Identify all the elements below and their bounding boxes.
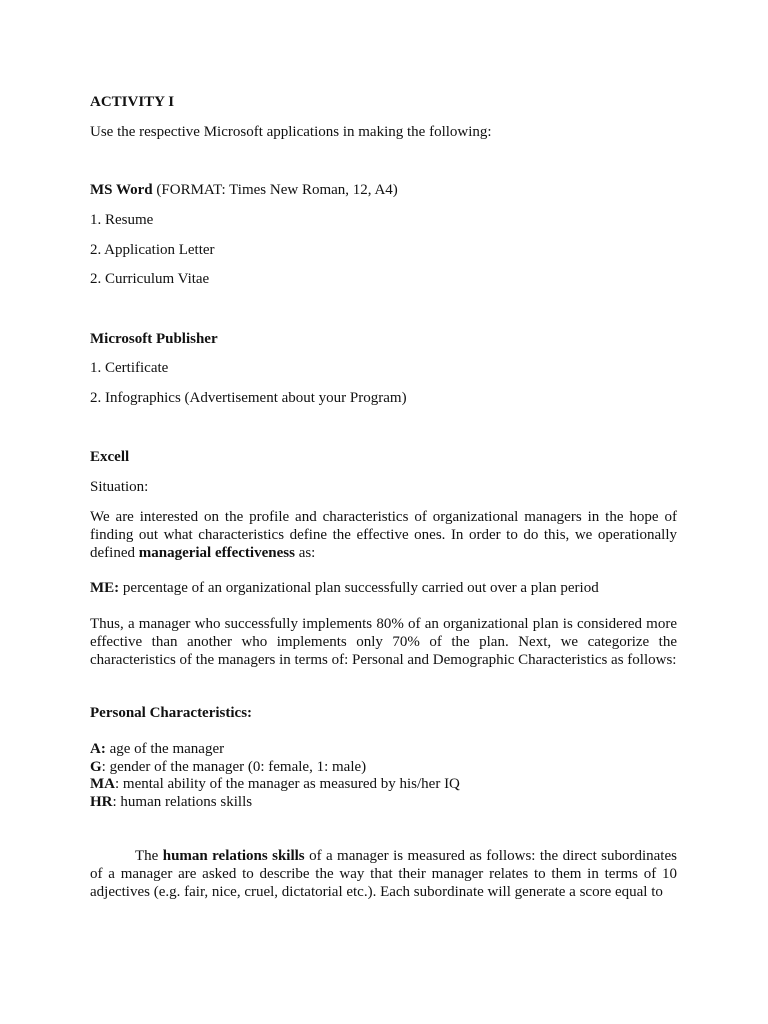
definition-item: G: gender of the manager (0: female, 1: male) [90,759,367,775]
intro-text: Use the respective Microsoft applications in making the following: [90,124,492,140]
ms-word-heading: MS Word (FORMAT: Times New Roman, 12, A4) [90,182,398,198]
personal-characteristics-heading: Personal Characteristics: [90,705,253,721]
list-item: 2. Infographics (Advertisement about your Program) [90,390,407,406]
categorize-paragraph: Thus, a manager who successfully implements 80% of an organizational plan is considered more effective than another who implements only 70% of the plan. Next, we categorize the characteristics of the managers in terms of: Personal and Demographic Characteristics as follows: [90,616,677,668]
situation-label: Situation: [90,479,149,495]
activity-title: ACTIVITY I [90,94,175,110]
list-item: 1. Resume [90,212,154,228]
list-item: 2. Application Letter [90,242,215,258]
list-item: 1. Certificate [90,360,169,376]
publisher-heading: Microsoft Publisher [90,331,218,347]
definition-item: HR: human relations skills [90,794,253,810]
definition-item: A: age of the manager [90,741,225,757]
excel-heading: Excell [90,449,130,465]
human-relations-paragraph: The human relations skills of a manager is measured as follows: the direct subordinates of a manager are asked to describe the way that their manager relates to them in terms of 10 adjectives (e.g. fair, nice, cruel, dictatorial etc.). Each subordinate will generate a score equal to [90,848,677,900]
definition-item: MA: mental ability of the manager as measured by his/her IQ [90,776,460,792]
situation-paragraph: We are interested on the profile and characteristics of organizational managers in the hope of finding out what characteristics define the effective ones. In order to do this, we operationally defined managerial effectiveness as: [90,509,677,561]
me-definition: ME: percentage of an organizational plan successfully carried out over a plan period [90,580,599,596]
list-item: 2. Curriculum Vitae [90,271,210,287]
